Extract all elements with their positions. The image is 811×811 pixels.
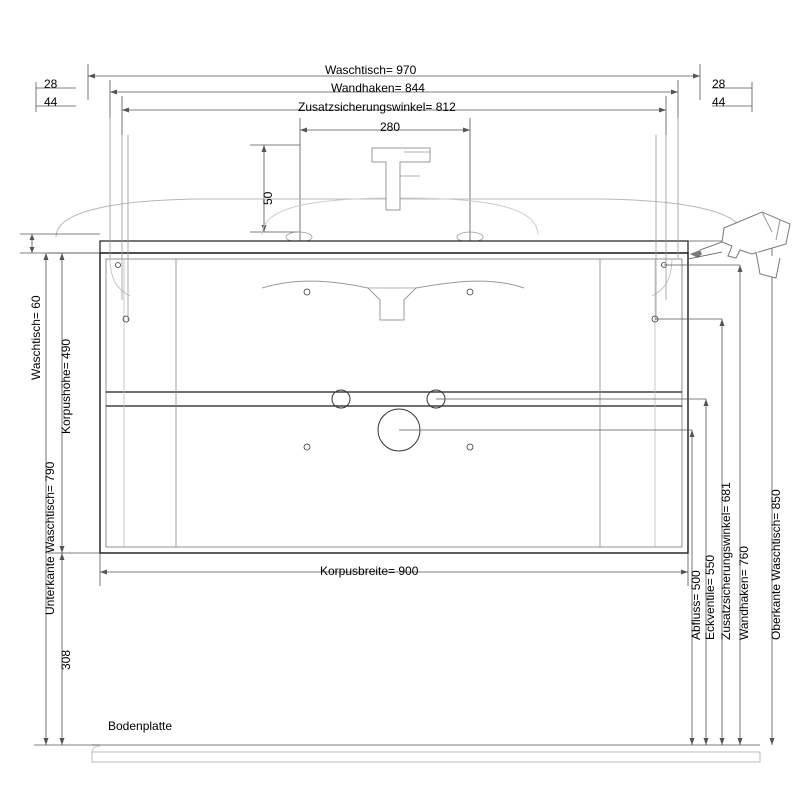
fix-hole-left: [304, 289, 310, 295]
label-zusatzsicherungswinkel-width: Zusatzsicherungswinkel= 812: [298, 100, 456, 114]
valve-circle-left: [332, 390, 350, 408]
label-offset-28-left: 28: [44, 77, 58, 91]
label-unterkante-waschtisch: Unterkante Waschtisch= 790: [43, 461, 57, 615]
basin-underside: [262, 281, 524, 320]
fix-hole-right: [467, 289, 473, 295]
faucet: [372, 148, 430, 210]
label-bodenabstand-308: 308: [59, 649, 73, 670]
label-offset-44-left: 44: [44, 95, 58, 109]
label-bodenplatte: Bodenplatte: [108, 719, 173, 733]
small-hole-right: [467, 444, 473, 450]
label-korpushoehe: Korpushöhe= 490: [59, 338, 73, 434]
label-wandhaken-height: Wandhaken= 760: [737, 546, 751, 640]
dot-left-top: [116, 263, 121, 268]
label-waschtisch-width: Waschtisch= 970: [325, 63, 417, 77]
label-zusatzsicherungswinkel-height: Zusatzsicherungswinkel= 681: [719, 482, 733, 640]
bodenplatte-shape: [92, 752, 760, 762]
label-abfluss: Abfluss= 500: [689, 570, 703, 640]
cabinet-inner-outline: [106, 259, 682, 547]
label-eckventile: Eckventile= 550: [703, 554, 717, 640]
label-offset-28-right: 28: [712, 77, 726, 91]
label-waschtisch-height: Waschtisch= 60: [29, 295, 43, 380]
countertop: [100, 241, 688, 253]
label-oberkante-waschtisch: Oberkante Waschtisch= 850: [769, 489, 783, 640]
small-hole-left: [304, 444, 310, 450]
label-faucet-width: 280: [380, 120, 401, 134]
label-korpusbreite: Korpusbreite= 900: [320, 564, 419, 578]
label-offset-44-right: 44: [712, 95, 726, 109]
label-faucet-offset-50: 50: [261, 191, 275, 205]
label-wandhaken-width: Wandhaken= 844: [331, 81, 425, 95]
